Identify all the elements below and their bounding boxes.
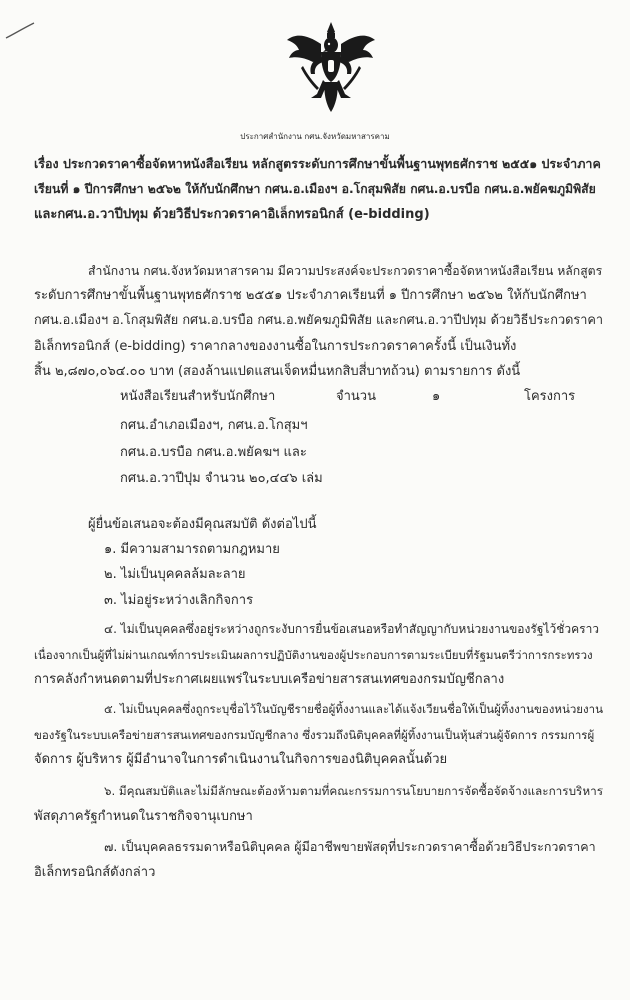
item-detail-1: กศน.อำเภอเมืองฯ, กศน.อ.โกสุมฯ [120, 418, 308, 433]
qual-line-10: ๖. มีคุณสมบัติและไม่มีลักษณะต้องห้ามตามที่คณะกรรมการนโยบายการจัดซื้อจัดจ้างและการบริหาร [104, 784, 604, 798]
qual-line-12: ๗. เป็นบุคคลธรรมดาหรือนิติบุคคล ผู้มีอาชีพขายพัสดุที่ประกวดราคาซื้อด้วยวิธีประกวดราคา [104, 839, 596, 854]
intro-line-1: สำนักงาน กศน.จังหวัดมหาสารคาม มีความประสงค์จะประกวดราคาซื้อจัดหาหนังสือเรียน หลักสูตร [88, 264, 603, 278]
intro-line-3: กศน.อ.เมืองฯ อ.โกสุมพิสัย กศน.อ.บรบือ กศน.อ.พยัคฆภูมิพิสัย และกศน.อ.วาปีปทุม ด้วยวิธีประกวดราคา [34, 313, 604, 328]
garuda-emblem [283, 18, 379, 114]
item-unit: โครงการ [524, 389, 576, 404]
subject-line-3: และกศน.อ.วาปีปทุม ด้วยวิธีประกวดราคาอิเล็กทรอนิกส์ (e-bidding) [34, 207, 430, 222]
qual-line-8: ของรัฐในระบบเครือข่ายสารสนเทศของกรมบัญชีกลาง ซึ่งรวมถึงนิติบุคคลที่ผู้ทิ้งงานเป็นหุ้นส่วนผู้จัดการ กรรมการผู้ [34, 728, 595, 742]
intro-line-2: ระดับการศึกษาขั้นพื้นฐานพุทธศักราช ๒๕๕๑ ประจำภาคเรียนที่ ๑ ปีการศึกษา ๒๕๖๒ ให้กับนักศึกษา [34, 288, 587, 303]
qual-line-13: อิเล็กทรอนิกส์ดังกล่าว [34, 865, 156, 880]
intro-line-4: อิเล็กทรอนิกส์ (e-bidding) ราคากลางของงานซื้อในการประกวดราคาครั้งนี้ เป็นเงินทั้ง [34, 339, 517, 354]
intro-line-5: สิ้น ๒,๘๗๐,๐๖๔.๐๐ บาท (สองล้านแปดแสนเจ็ดหมื่นหกสิบสี่บาทถ้วน) ตามรายการ ดังนี้ [34, 364, 521, 379]
item-detail-2: กศน.อ.บรบือ กศน.อ.พยัคฆฯ และ [120, 445, 307, 460]
qual-line-4: ๔. ไม่เป็นบุคคลซึ่งอยู่ระหว่างถูกระงับการยื่นข้อเสนอหรือทำสัญญากับหน่วยงานของรัฐไว้ชั่วคราว [104, 622, 600, 636]
qual-line-7: ๕. ไม่เป็นบุคคลซึ่งถูกระบุชื่อไว้ในบัญชีรายชื่อผู้ทิ้งงานและได้แจ้งเวียนชื่อให้เป็นผู้ทิ้งงานของหน่วยงาน [104, 702, 603, 716]
item-qty: ๑ [432, 389, 441, 404]
qualification-heading: ผู้ยื่นข้อเสนอจะต้องมีคุณสมบัติ ดังต่อไปนี้ [88, 517, 317, 532]
issuer-title: ประกาศสำนักงาน กศน.จังหวัดมหาสารคาม [240, 132, 390, 141]
item-name: หนังสือเรียนสำหรับนักศึกษา [120, 389, 276, 404]
subject-line-1: เรื่อง ประกวดราคาซื้อจัดหาหนังสือเรียน หลักสูตรระดับการศึกษาขั้นพื้นฐานพุทธศักราช ๒๕๕๑ ประจำภาค [34, 156, 601, 171]
qual-line-5: เนื่องจากเป็นผู้ที่ไม่ผ่านเกณฑ์การประเมินผลการปฏิบัติงานของผู้ประกอบการตามระเบียบที่รัฐมนตรีว่าการกระทรวง [34, 648, 593, 662]
qual-line-1: ๑. มีความสามารถตามกฎหมาย [104, 542, 280, 557]
qual-line-11: พัสดุภาครัฐกำหนดในราชกิจจานุเบกษา [34, 809, 253, 824]
subject-line-2: เรียนที่ ๑ ปีการศึกษา ๒๕๖๒ ให้กับนักศึกษา กศน.อ.เมืองฯ อ.โกสุมพิสัย กศน.อ.บรบือ กศน.อ.พยัคฆภูมิพิสัย [34, 182, 596, 196]
item-qty-label: จำนวน [336, 389, 376, 404]
qual-line-3: ๓. ไม่อยู่ระหว่างเลิกกิจการ [104, 593, 254, 608]
item-detail-3: กศน.อ.วาปีปุม จำนวน ๒๐,๔๔๖ เล่ม [120, 471, 323, 486]
pen-stroke-mark [4, 20, 36, 42]
qual-line-6: การคลังกำหนดตามที่ประกาศเผยแพร่ในระบบเครือข่ายสารสนเทศของกรมบัญชีกลาง [34, 672, 505, 687]
qual-line-9: จัดการ ผู้บริหาร ผู้มีอำนาจในการดำเนินงานในกิจการของนิติบุคคลนั้นด้วย [34, 752, 448, 767]
qual-line-2: ๒. ไม่เป็นบุคคลล้มละลาย [104, 567, 246, 582]
